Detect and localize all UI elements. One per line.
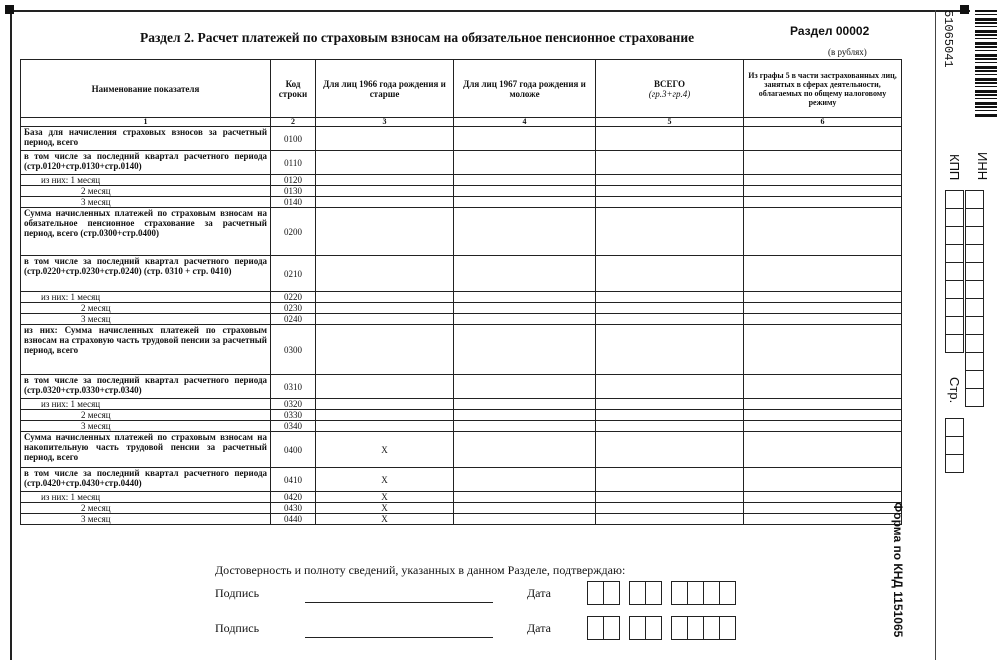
row-code: 0310	[271, 375, 316, 399]
cell-general-regime[interactable]	[744, 314, 902, 325]
column-number: 3	[316, 118, 454, 127]
cell-born-1966[interactable]	[316, 208, 454, 256]
row-label: 3 месяц	[21, 197, 271, 208]
table-row	[21, 399, 902, 410]
cell-born-1967[interactable]	[454, 325, 596, 375]
cell-total[interactable]	[596, 197, 744, 208]
cell-total[interactable]	[596, 151, 744, 175]
header-total-formula: (гр.3+гр.4)	[648, 88, 691, 99]
cell-general-regime[interactable]	[744, 186, 902, 197]
row-code: 0100	[271, 127, 316, 151]
cell-general-regime[interactable]	[744, 197, 902, 208]
form-right-border	[935, 10, 936, 660]
barcode-number: 51065041	[941, 10, 955, 68]
row-code: 0140	[271, 197, 316, 208]
cell-born-1966[interactable]: X	[316, 503, 454, 514]
row-code: 0230	[271, 303, 316, 314]
cell-born-1966[interactable]	[316, 325, 454, 375]
header-general-regime: Из графы 5 в части застрахованных лиц, занятых в сферах деятельности, облагаемых по общему налоговому режиму	[744, 60, 902, 118]
table-row	[21, 292, 902, 303]
cell-general-regime[interactable]	[744, 399, 902, 410]
inn-label: ИНН	[975, 152, 990, 181]
column-number: 2	[271, 118, 316, 127]
cell-general-regime[interactable]	[744, 256, 902, 292]
row-label: 2 месяц	[21, 503, 271, 514]
cell-born-1966[interactable]	[316, 410, 454, 421]
row-label: 2 месяц	[21, 186, 271, 197]
cell-total[interactable]	[596, 208, 744, 256]
row-label: 2 месяц	[21, 410, 271, 421]
date-field[interactable]	[587, 581, 735, 605]
cell-born-1966[interactable]: X	[316, 514, 454, 525]
cell-born-1967[interactable]	[454, 127, 596, 151]
row-code: 0110	[271, 151, 316, 175]
row-code: 0400	[271, 432, 316, 468]
cell-total[interactable]	[596, 421, 744, 432]
cell-general-regime[interactable]	[744, 375, 902, 399]
table-row	[21, 432, 902, 468]
page-label: Стр.	[947, 377, 962, 404]
section-id: Раздел 00002	[790, 24, 870, 38]
cell-total[interactable]	[596, 375, 744, 399]
cell-total[interactable]	[596, 175, 744, 186]
cell-general-regime[interactable]	[744, 292, 902, 303]
form-left-border	[10, 10, 12, 660]
column-numbers-row	[21, 118, 902, 127]
cell-born-1966[interactable]	[316, 303, 454, 314]
row-label: Сумма начисленных платежей по страховым взносам на обязательное пенсионное страхование за расчетный период, всего (стр.0300+стр.0400)	[21, 208, 271, 256]
cell-general-regime[interactable]	[744, 492, 902, 503]
cell-born-1967[interactable]	[454, 256, 596, 292]
cell-born-1966[interactable]	[316, 421, 454, 432]
table-row	[21, 303, 902, 314]
cell-born-1967[interactable]	[454, 421, 596, 432]
row-label: из них: 1 месяц	[21, 399, 271, 410]
signature-field[interactable]	[305, 602, 493, 603]
cell-total[interactable]	[596, 492, 744, 503]
row-code: 0130	[271, 186, 316, 197]
row-label: 3 месяц	[21, 314, 271, 325]
row-code: 0300	[271, 325, 316, 375]
cell-born-1967[interactable]	[454, 514, 596, 525]
cell-general-regime[interactable]	[744, 410, 902, 421]
date-label: Дата	[527, 586, 551, 600]
cell-general-regime[interactable]	[744, 208, 902, 256]
table-row	[21, 151, 902, 175]
row-label: 2 месяц	[21, 303, 271, 314]
row-label: из них: 1 месяц	[21, 292, 271, 303]
row-label: 3 месяц	[21, 514, 271, 525]
cell-general-regime[interactable]	[744, 514, 902, 525]
table-row	[21, 314, 902, 325]
cell-born-1966[interactable]	[316, 186, 454, 197]
row-code: 0220	[271, 292, 316, 303]
table-row	[21, 186, 902, 197]
cell-born-1967[interactable]	[454, 375, 596, 399]
cell-general-regime[interactable]	[744, 421, 902, 432]
row-code: 0420	[271, 492, 316, 503]
cell-general-regime[interactable]	[744, 432, 902, 468]
cell-born-1967[interactable]	[454, 208, 596, 256]
cell-born-1967[interactable]	[454, 432, 596, 468]
kpp-label: КПП	[947, 154, 962, 181]
corner-marker	[960, 5, 969, 14]
cell-born-1967[interactable]	[454, 151, 596, 175]
cell-born-1966[interactable]	[316, 399, 454, 410]
header-code: Код строки	[271, 60, 316, 118]
cell-born-1967[interactable]	[454, 314, 596, 325]
cell-born-1966[interactable]: X	[316, 432, 454, 468]
cell-born-1966[interactable]	[316, 151, 454, 175]
table-row	[21, 514, 902, 525]
contributions-table	[20, 59, 902, 525]
inn-field[interactable]	[965, 190, 984, 406]
cell-born-1966[interactable]	[316, 197, 454, 208]
date-field[interactable]	[587, 616, 735, 640]
row-label: из них: 1 месяц	[21, 492, 271, 503]
header-total	[596, 60, 744, 118]
cell-total[interactable]	[596, 292, 744, 303]
cell-born-1966[interactable]	[316, 375, 454, 399]
table-row	[21, 503, 902, 514]
header-born-1966: Для лиц 1966 года рождения и старше	[316, 60, 454, 118]
cell-total[interactable]	[596, 303, 744, 314]
table-row	[21, 208, 902, 256]
cell-born-1967[interactable]	[454, 492, 596, 503]
row-label: в том числе за последний квартал расчетного периода (стр.0120+стр.0130+стр.0140)	[21, 151, 271, 175]
cell-born-1966[interactable]	[316, 256, 454, 292]
row-label: из них: 1 месяц	[21, 175, 271, 186]
cell-born-1967[interactable]	[454, 292, 596, 303]
cell-born-1967[interactable]	[454, 468, 596, 492]
signature-field[interactable]	[305, 637, 493, 638]
cell-total[interactable]	[596, 186, 744, 197]
column-number: 5	[596, 118, 744, 127]
row-label: в том числе за последний квартал расчетного периода (стр.0320+стр.0330+стр.0340)	[21, 375, 271, 399]
signature-label: Подпись	[215, 586, 260, 600]
page-number-field[interactable]	[945, 418, 964, 472]
row-label: База для начисления страховых взносов за расчетный период, всего	[21, 127, 271, 151]
row-label: Сумма начисленных платежей по страховым взносам на накопительную часть трудовой пенсии за расчетный период, всего	[21, 432, 271, 468]
cell-total[interactable]	[596, 325, 744, 375]
units-note: (в рублях)	[828, 47, 867, 57]
row-code: 0120	[271, 175, 316, 186]
signature-label: Подпись	[215, 621, 260, 635]
cell-born-1967[interactable]	[454, 399, 596, 410]
table-row	[21, 421, 902, 432]
date-label: Дата	[527, 621, 551, 635]
barcode	[975, 10, 997, 118]
cell-total[interactable]	[596, 127, 744, 151]
table-row	[21, 410, 902, 421]
cell-general-regime[interactable]	[744, 175, 902, 186]
cell-general-regime[interactable]	[744, 127, 902, 151]
cell-born-1966[interactable]: X	[316, 468, 454, 492]
column-number: 6	[744, 118, 902, 127]
table-row	[21, 375, 902, 399]
row-code: 0340	[271, 421, 316, 432]
cell-general-regime[interactable]	[744, 151, 902, 175]
row-code: 0320	[271, 399, 316, 410]
cell-born-1967[interactable]	[454, 303, 596, 314]
cell-born-1967[interactable]	[454, 503, 596, 514]
cell-total[interactable]	[596, 468, 744, 492]
table-row	[21, 197, 902, 208]
row-code: 0240	[271, 314, 316, 325]
cell-born-1966[interactable]: X	[316, 492, 454, 503]
row-code: 0430	[271, 503, 316, 514]
table-row	[21, 325, 902, 375]
cell-general-regime[interactable]	[744, 303, 902, 314]
cell-born-1966[interactable]	[316, 127, 454, 151]
page-title: Раздел 2. Расчет платежей по страховым взносам на обязательное пенсионное страхование	[140, 30, 695, 45]
table-row	[21, 175, 902, 186]
cell-born-1967[interactable]	[454, 410, 596, 421]
header-total-label: ВСЕГО	[653, 78, 685, 89]
column-number: 4	[454, 118, 596, 127]
row-label: из них: Сумма начисленных платежей по страховым взносам на страховую часть трудовой пенсии за расчетный период, всего	[21, 325, 271, 375]
row-label: в том числе за последний квартал расчетного периода (стр.0220+стр.0230+стр.0240) (стр. 0310 + стр. 0410)	[21, 256, 271, 292]
cell-general-regime[interactable]	[744, 468, 902, 492]
table-row	[21, 127, 902, 151]
confirmation-text: Достоверность и полноту сведений, указанных в данном Разделе, подтверждаю:	[215, 563, 626, 577]
cell-born-1966[interactable]	[316, 314, 454, 325]
cell-born-1966[interactable]	[316, 175, 454, 186]
cell-general-regime[interactable]	[744, 325, 902, 375]
table-row	[21, 492, 902, 503]
cell-total[interactable]	[596, 514, 744, 525]
row-code: 0330	[271, 410, 316, 421]
form-knd-code: Форма по КНД 1151065	[891, 502, 905, 638]
corner-marker	[5, 5, 14, 14]
header-born-1967: Для лиц 1967 года рождения и моложе	[454, 60, 596, 118]
cell-total[interactable]	[596, 432, 744, 468]
table-row	[21, 468, 902, 492]
row-code: 0440	[271, 514, 316, 525]
table-row	[21, 256, 902, 292]
cell-total[interactable]	[596, 399, 744, 410]
row-code: 0200	[271, 208, 316, 256]
form-top-border	[10, 10, 970, 12]
row-code: 0210	[271, 256, 316, 292]
cell-general-regime[interactable]	[744, 503, 902, 514]
cell-total[interactable]	[596, 256, 744, 292]
column-number: 1	[21, 118, 271, 127]
row-code: 0410	[271, 468, 316, 492]
header-indicator: Наименование показателя	[21, 60, 271, 118]
cell-born-1967[interactable]	[454, 186, 596, 197]
cell-total[interactable]	[596, 410, 744, 421]
cell-born-1966[interactable]	[316, 292, 454, 303]
cell-born-1967[interactable]	[454, 175, 596, 186]
cell-born-1967[interactable]	[454, 197, 596, 208]
row-label: 3 месяц	[21, 421, 271, 432]
cell-total[interactable]	[596, 314, 744, 325]
cell-total[interactable]	[596, 503, 744, 514]
kpp-field[interactable]	[945, 190, 964, 352]
row-label: в том числе за последний квартал расчетного периода (стр.0420+стр.0430+стр.0440)	[21, 468, 271, 492]
